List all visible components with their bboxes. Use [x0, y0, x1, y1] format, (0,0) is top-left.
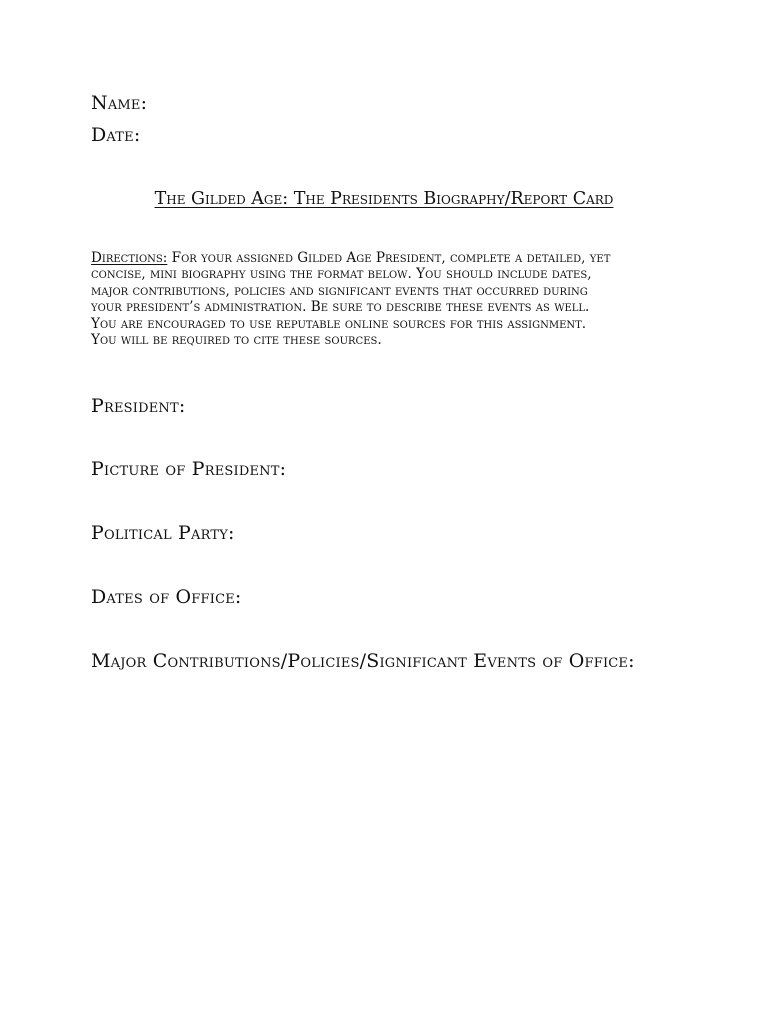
president-label: President:	[91, 395, 186, 417]
name-label: Name:	[91, 92, 148, 114]
directions-line: You will be required to cite these sources.	[91, 332, 382, 349]
page-title: The Gilded Age: The Presidents Biography/Report Card	[154, 189, 614, 209]
dates-label: Dates of Office:	[91, 586, 242, 608]
contributions-label: Major Contributions/Policies/Significant Events of Office:	[91, 650, 635, 672]
directions-line: major contributions, policies and significant events that occurred during	[91, 282, 588, 299]
directions-line: your president’s administration. Be sure to describe these events as well.	[91, 299, 590, 316]
directions-line: concise, mini biography using the format below. You should include dates,	[91, 266, 592, 283]
picture-label: Picture of President:	[91, 458, 287, 480]
directions-paragraph	[91, 250, 691, 348]
date-label: Date:	[91, 124, 141, 146]
directions-label: Directions:	[91, 250, 168, 266]
party-label: Political Party:	[91, 522, 235, 544]
directions-line	[91, 250, 691, 266]
directions-text: For your assigned Gilded Age President, complete a detailed, yet	[167, 250, 611, 266]
directions-line: You are encouraged to use reputable online sources for this assignment.	[91, 315, 587, 332]
